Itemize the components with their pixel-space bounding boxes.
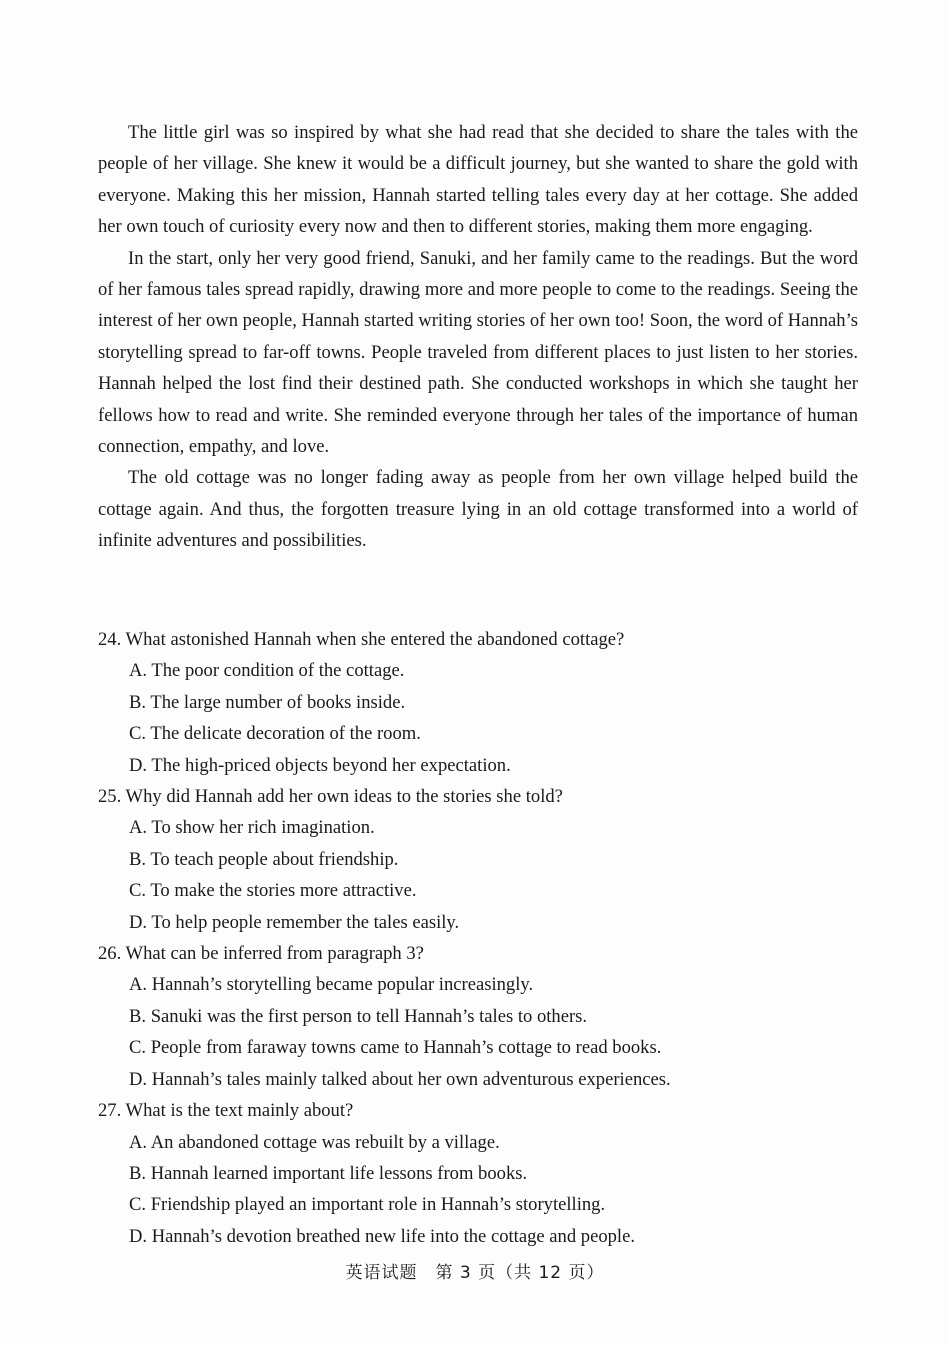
question-27 bbox=[98, 1095, 858, 1252]
question-stem: 26. What can be inferred from paragraph 3? bbox=[98, 943, 424, 965]
answer-option-a: A. To show her rich imagination. bbox=[129, 817, 375, 839]
passage-paragraph: In the start, only her very good friend, Sanuki, and her family came to the readings. But the word of her famous tales spread rapidly, drawing more and more people to come to the readings. Seeing the interest of her own people, Hannah started writing stories of her own too! Soon, the word of Hannah’s storytelling spread to far-off towns. People traveled from different places to just listen to her stories. Hannah helped the lost find their destined path. She conducted workshops in which she taught her fellows how to read and write. She reminded everyone through her tales of the importance of human connection, empathy, and love. bbox=[98, 247, 858, 458]
answer-option-c: C. The delicate decoration of the room. bbox=[129, 723, 421, 745]
answer-option-c: C. To make the stories more attractive. bbox=[129, 880, 417, 902]
passage-paragraph: The old cottage was no longer fading away as people from her own village helped build the cottage again. And thus, the forgotten treasure lying in an old cottage transformed into a world of infinite adventures and possibilities. bbox=[98, 467, 858, 552]
answer-option-b: B. To teach people about friendship. bbox=[129, 848, 399, 870]
answer-option-a: A. The poor condition of the cottage. bbox=[129, 660, 405, 682]
passage-paragraph: The little girl was so inspired by what she had read that she decided to share the tales with the people of her village. She knew it would be a difficult journey, but she wanted to share the gold with everyone. Making this her mission, Hannah started telling tales every day at her cottage. She added her own touch of curiosity every now and then to different stories, making them more engaging. bbox=[98, 122, 858, 238]
answer-option-c: C. People from faraway towns came to Hannah’s cottage to read books. bbox=[129, 1037, 662, 1059]
reading-passage bbox=[98, 117, 858, 557]
answer-option-d: D. To help people remember the tales easily. bbox=[129, 911, 460, 933]
question-25 bbox=[98, 781, 858, 938]
answer-option-d: D. The high-priced objects beyond her expectation. bbox=[129, 754, 511, 776]
answer-option-a: A. An abandoned cottage was rebuilt by a village. bbox=[129, 1131, 500, 1153]
page-footer: 英语试题 第 3 页（共 12 页） bbox=[345, 1263, 605, 1283]
answer-option-c: C. Friendship played an important role in Hannah’s storytelling. bbox=[129, 1194, 606, 1216]
question-stem: 27. What is the text mainly about? bbox=[98, 1100, 354, 1122]
answer-option-d: D. Hannah’s tales mainly talked about her own adventurous experiences. bbox=[129, 1068, 671, 1090]
question-26 bbox=[98, 938, 858, 1095]
question-24 bbox=[98, 624, 858, 781]
question-stem: 24. What astonished Hannah when she entered the abandoned cottage? bbox=[98, 629, 625, 650]
answer-option-b: B. The large number of books inside. bbox=[129, 691, 406, 713]
question-stem: 25. Why did Hannah add her own ideas to the stories she told? bbox=[98, 786, 563, 808]
question-list bbox=[98, 624, 858, 1252]
answer-option-b: B. Sanuki was the first person to tell Hannah’s tales to others. bbox=[129, 1005, 588, 1027]
answer-option-b: B. Hannah learned important life lessons from books. bbox=[129, 1162, 528, 1184]
answer-option-a: A. Hannah’s storytelling became popular increasingly. bbox=[129, 974, 534, 996]
answer-option-d: D. Hannah’s devotion breathed new life into the cottage and people. bbox=[129, 1225, 635, 1247]
